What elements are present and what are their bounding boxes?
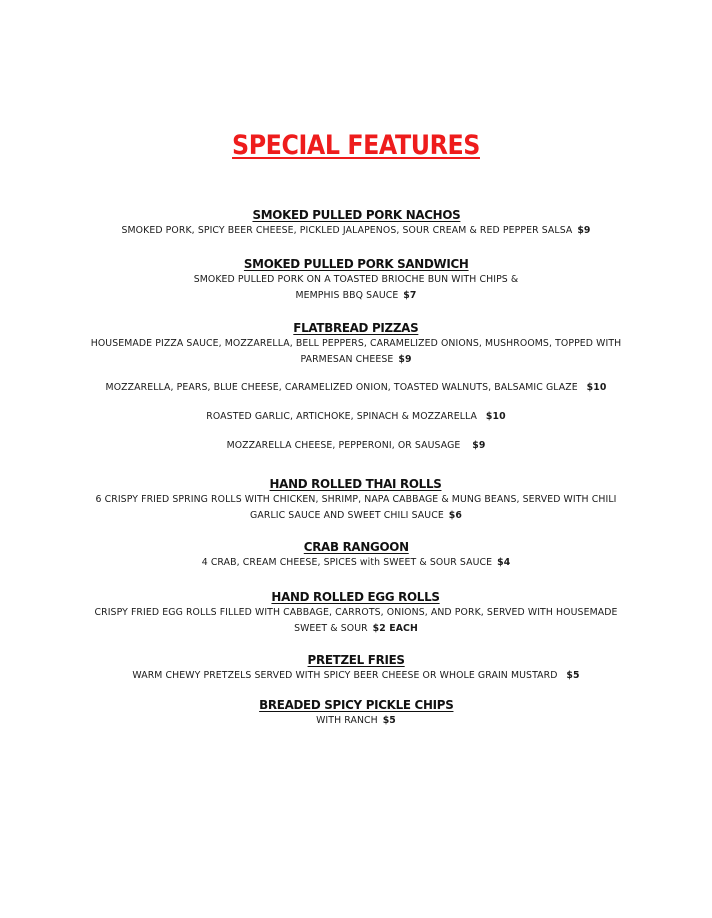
menu-item-crab-rangoon [0, 536, 712, 571]
menu-item-heading: HAND ROLLED EGG ROLLS [271, 589, 441, 604]
price: $10 [586, 382, 607, 393]
menu-item-heading: PRETZEL FRIES [307, 652, 405, 667]
page-title: SPECIAL FEATURES [232, 130, 480, 161]
menu-item-thai-rolls [0, 473, 712, 524]
menu-item-heading: FLATBREAD PIZZAS [293, 320, 419, 335]
menu-item-heading: BREADED SPICY PICKLE CHIPS [258, 697, 454, 712]
price: $5 [566, 670, 580, 681]
menu-item-description: GARLIC SAUCE AND SWEET CHILI SAUCE $6 [250, 510, 462, 521]
flatbread-variant: ROASTED GARLIC, ARTICHOKE, SPINACH & MOZZARELLA $10 [206, 411, 506, 422]
menu-item-heading: SMOKED PULLED PORK NACHOS [252, 207, 460, 222]
menu-item-heading: CRAB RANGOON [303, 539, 409, 554]
menu-item-heading: HAND ROLLED THAI ROLLS [270, 476, 442, 491]
menu-item-description: 4 CRAB, CREAM CHEESE, SPICES with SWEET & SOUR SAUCE $4 [201, 557, 511, 568]
price: $9 [398, 354, 412, 365]
price: $10 [485, 411, 506, 422]
menu-item-description: WITH RANCH $5 [316, 715, 396, 726]
menu-item-heading: SMOKED PULLED PORK SANDWICH [243, 256, 469, 271]
flatbread-variant: MOZZARELLA, PEARS, BLUE CHEESE, CARAMELIZED ONION, TOASTED WALNUTS, BALSAMIC GLAZE $10 [105, 382, 607, 393]
menu-item-flatbread [0, 317, 712, 368]
price: $4 [497, 557, 511, 568]
menu-item-description: 6 CRISPY FRIED SPRING ROLLS WITH CHICKEN, SHRIMP, NAPA CABBAGE & MUNG BEANS, SERVED WITH CHILI [95, 494, 617, 505]
price: $7 [403, 290, 417, 301]
menu-item-pickle-chips [0, 694, 712, 729]
price: $9 [577, 225, 591, 236]
price: $9 [472, 440, 486, 451]
menu-item-description: SMOKED PORK, SPICY BEER CHEESE, PICKLED JALAPENOS, SOUR CREAM & RED PEPPER SALSA $9 [121, 225, 591, 236]
menu-item-description: CRISPY FRIED EGG ROLLS FILLED WITH CABBAGE, CARROTS, ONIONS, AND PORK, SERVED WITH HOUSEMADE [94, 607, 618, 618]
menu-item-description: HOUSEMADE PIZZA SAUCE, MOZZARELLA, BELL PEPPERS, CARAMELIZED ONIONS, MUSHROOMS, TOPPED WITH [90, 338, 622, 349]
menu-item-description: MEMPHIS BBQ SAUCE $7 [295, 290, 417, 301]
menu-item-description: SMOKED PULLED PORK ON A TOASTED BRIOCHE BUN WITH CHIPS & [193, 274, 519, 285]
menu-item-description: SWEET & SOUR $2 EACH [294, 623, 418, 634]
price: $6 [448, 510, 462, 521]
menu-item-pretzel-fries [0, 649, 712, 684]
flatbread-variant: MOZZARELLA CHEESE, PEPPERONI, OR SAUSAGE $9 [226, 440, 486, 451]
price: $5 [382, 715, 396, 726]
menu-item-nachos [0, 204, 712, 239]
price: $2 EACH [372, 623, 418, 634]
menu-item-egg-rolls [0, 586, 712, 637]
menu-item-description: PARMESAN CHEESE $9 [300, 354, 412, 365]
menu-item-sandwich [0, 253, 712, 304]
menu-item-description: WARM CHEWY PRETZELS SERVED WITH SPICY BEER CHEESE OR WHOLE GRAIN MUSTARD $5 [132, 670, 580, 681]
